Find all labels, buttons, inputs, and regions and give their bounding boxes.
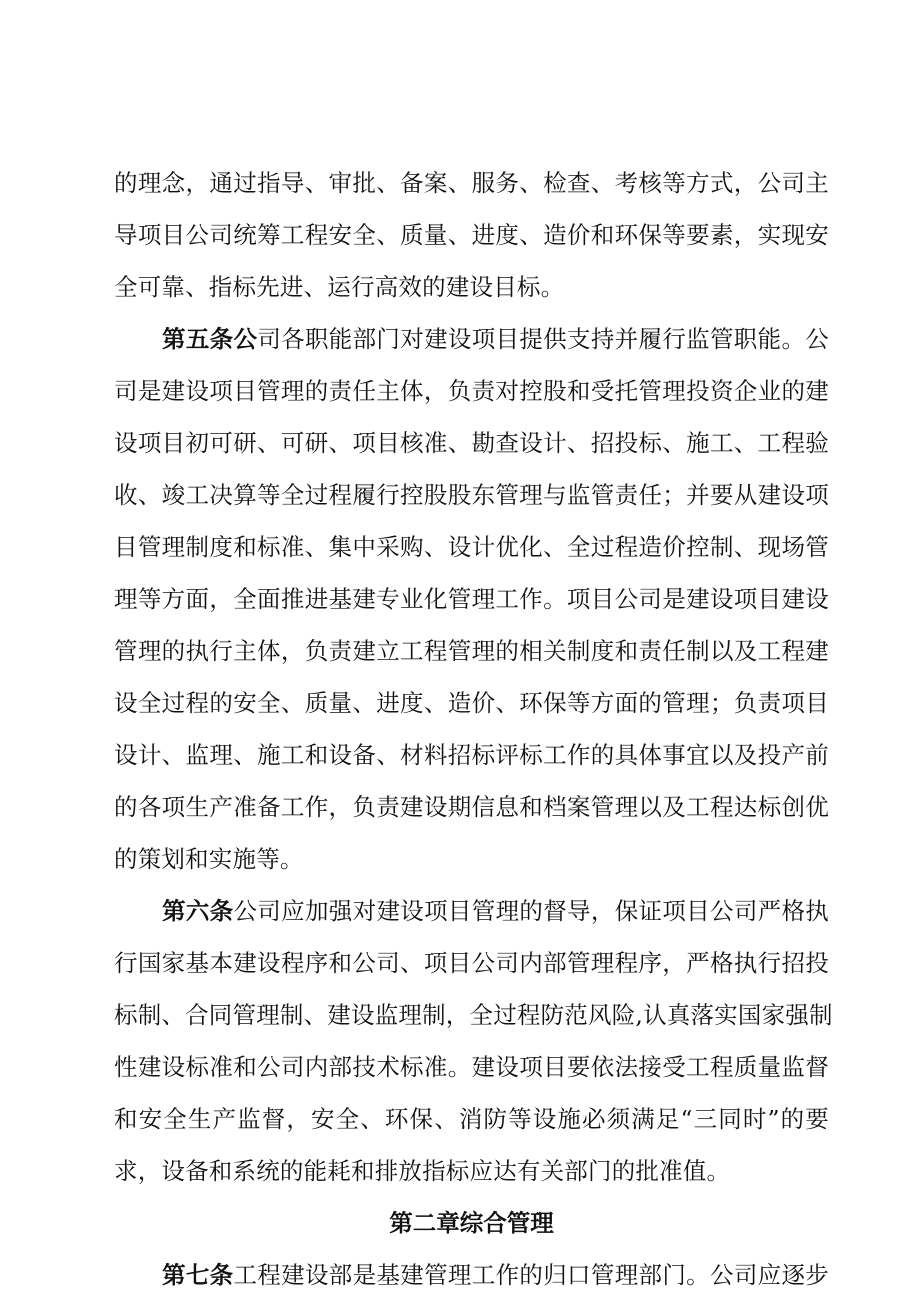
paragraph-intro	[114, 157, 829, 313]
article-7-paragraph	[114, 1249, 829, 1301]
article-7-text: 工程建设部是基建管理工作的归口管理部门。公司应逐步	[233, 1261, 829, 1289]
text-line: 设计、监理、施工和设备、材料招标评标工作的具体事宜以及投产前	[114, 741, 829, 769]
article-6-text: 公司应加强对建设项目管理的督导，保证项目公司严格执	[233, 897, 829, 925]
text-line: 求，设备和系统的能耗和排放指标应达有关部门的批准值。	[114, 1157, 731, 1185]
article-5-text: 司各职能部门对建设项目提供支持并履行监管职能。公	[257, 325, 829, 353]
text-line: 行国家基本建设程序和公司、项目公司内部管理程序，严格执行招投	[114, 949, 829, 977]
text-line: 性建设标准和公司内部技术标准。建设项目要依法接受工程质量监督	[114, 1053, 829, 1081]
article-5-title: 第五条公	[162, 325, 258, 353]
text-line	[114, 1249, 829, 1301]
chapter-2-heading: 第二章综合管理	[389, 1209, 554, 1237]
article-6-paragraph	[114, 885, 833, 1197]
text-line: 设全过程的安全、质量、进度、造价、环保等方面的管理；负责项目	[114, 689, 829, 717]
article-7-title: 第七条	[162, 1261, 234, 1289]
text-line: 管理的执行主体，负责建立工程管理的相关制度和责任制以及工程建	[114, 637, 829, 665]
text-line: 的理念，通过指导、审批、备案、服务、检查、考核等方式，公司主	[114, 169, 829, 197]
text-line: 的各项生产准备工作，负责建设期信息和档案管理以及工程达标创优	[114, 793, 829, 821]
text-line: 的策划和实施等。	[114, 845, 304, 873]
text-line: 标制、合同管理制、建设监理制，全过程防范风险,认真落实国家强制	[114, 1001, 833, 1029]
text-line: 导项目公司统筹工程安全、质量、进度、造价和环保等要素，实现安	[114, 221, 829, 249]
text-line: 收、竣工决算等全过程履行控股股东管理与监管责任；并要从建设项	[114, 481, 829, 509]
article-5-paragraph	[114, 313, 829, 885]
text-line: 理等方面，全面推进基建专业化管理工作。项目公司是建设项目建设	[114, 585, 829, 613]
text-line: 司是建设项目管理的责任主体，负责对控股和受托管理投资企业的建	[114, 377, 829, 405]
text-line	[114, 313, 829, 365]
text-line: 和安全生产监督，安全、环保、消防等设施必须满足“三同时”的要	[114, 1105, 829, 1133]
text-line: 设项目初可研、可研、项目核准、勘查设计、招投标、施工、工程验	[114, 429, 829, 457]
text-line: 全可靠、指标先进、运行高效的建设目标。	[114, 273, 565, 301]
document-body	[114, 157, 833, 1301]
article-6-title: 第六条	[162, 897, 234, 925]
text-line	[114, 885, 829, 937]
text-line: 目管理制度和标准、集中采购、设计优化、全过程造价控制、现场管	[114, 533, 829, 561]
